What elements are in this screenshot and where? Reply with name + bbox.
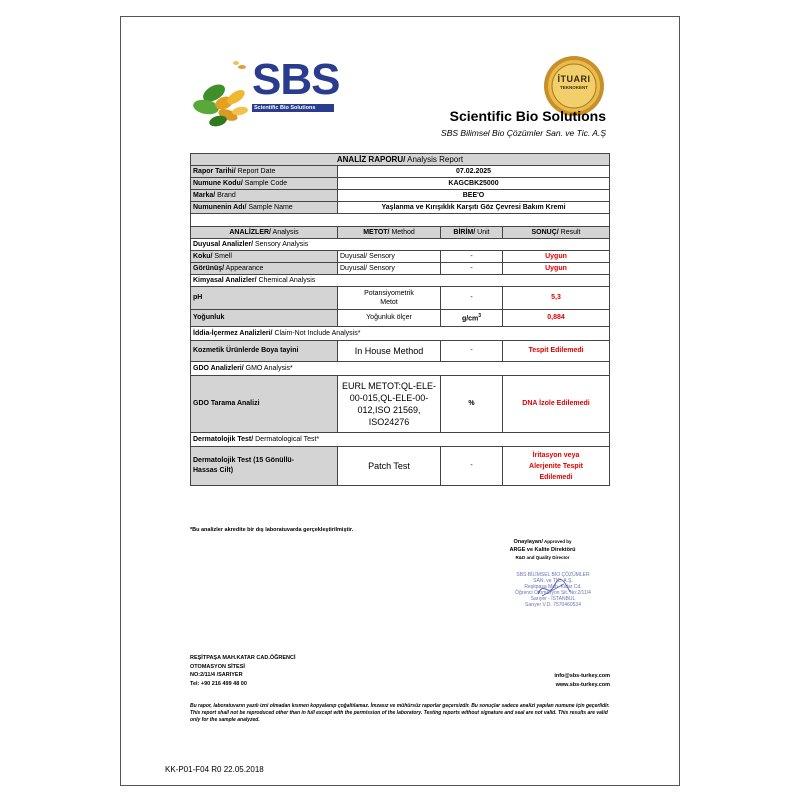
result-value: İritasyon veya Alerjenite Tespit Edilemedi	[503, 447, 610, 486]
company-logo	[192, 55, 342, 135]
col-method: METOT/ Method	[338, 227, 441, 239]
col-analysis: ANALİZLER/ Analysis	[191, 227, 338, 239]
table-row: Koku/ Smell Duyusal/ Sensory - Uygun	[191, 251, 610, 263]
signature-icon	[534, 578, 574, 600]
company-name: Scientific Bio Solutions	[449, 108, 606, 124]
sensory-heading: Duyusal Analizler/ Sensory Analysis	[191, 239, 610, 251]
disclaimer: Bu rapor, laboratuvarın yazılı izni olmadan kısmen kopyalanıp çoğaltılamaz. İmzasız ve mühürsüz raporlar geçersizdir. Bu sonuçlar sadece analizi yapılan numune için geçerlidir. This report shall not be reproduced other than in full except with the permission of the laboratory. Testing reports without signature and seal are not valid. This results are valid only for the sample analyzed.	[190, 703, 610, 723]
report-date-value: 07.02.2025	[338, 166, 610, 178]
approval-block: Onaylayan/ Approved by ARGE ve Kalite Direktörü R&D and Quality Director	[470, 538, 615, 562]
approver-title-tr: ARGE ve Kalite Direktörü	[509, 547, 576, 553]
column-header-row	[191, 227, 610, 239]
table-row: Dermatolojik Test (15 Gönüllü- Hassas Cilt) Patch Test - İritasyon veya Alerjenite Tespit Edilemedi	[191, 447, 610, 486]
company-stamp: SBS BİLİMSEL BİO ÇÖZÜMLER SAN. ve TİC. A.Ş. Reşitpaşa Mah. Katar Cd. Öğrenci Otomasyon Sit. No:2/11/4 Sarıyer - İSTANBUL Sarıyer V.D. 7570460534	[515, 572, 591, 608]
company-subtitle: SBS Bilimsel Bio Çözümler San. ve Tic. A.Ş	[441, 128, 606, 138]
brand-value: BEE'O	[338, 190, 610, 202]
result-value: Uygun	[503, 251, 610, 263]
website-link[interactable]: www.sbs-turkey.com	[555, 681, 610, 688]
table-row: Görünüş/ Appearance Duyusal/ Sensory - Uygun	[191, 263, 610, 275]
result-value: Tespit Edilemedi	[503, 341, 610, 362]
info-row: Numunenin Adı/ Sample Name Yaşlanma ve Kırışıklık Karşıtı Göz Çevresi Bakım Kremi	[191, 202, 610, 214]
info-row: Numune Kodu/ Sample Code KAGCBK25000	[191, 178, 610, 190]
chemical-heading: Kimyasal Analizler/ Chemical Analysis	[191, 275, 610, 287]
info-row: Marka/ Brand BEE'O	[191, 190, 610, 202]
section-heading-row	[191, 327, 610, 341]
result-value: Uygun	[503, 263, 610, 275]
spacer-row	[191, 214, 610, 227]
sample-name-value: Yaşlanma ve Kırışıklık Karşıtı Göz Çevresi Bakım Kremi	[338, 202, 610, 214]
section-heading-row	[191, 433, 610, 447]
col-result: SONUÇ/ Result	[503, 227, 610, 239]
col-unit: BİRİM/ Unit	[441, 227, 503, 239]
analysis-report-table	[190, 153, 610, 486]
gmo-heading: GDO Analizleri/ GMO Analysis*	[191, 362, 610, 376]
seal-title: İTUARI	[557, 74, 591, 84]
report-title-row	[191, 154, 610, 166]
email-link[interactable]: info@sbs-turkey.com	[554, 673, 610, 679]
claim-heading: İddia-İçermez Analizleri/ Claim-Not Include Analysis*	[191, 327, 610, 341]
section-heading-row	[191, 239, 610, 251]
contact-info	[500, 672, 610, 689]
table-row: pH Potansiyometrik Metot - 5,3	[191, 287, 610, 310]
seal-subtitle: TEKNOKENT	[560, 85, 588, 90]
result-value: 0,884	[503, 310, 610, 327]
company-address: REŞİTPAŞA MAH.KATAR CAD.ÖĞRENCİ OTOMASYON SİTESİ NO:2/11/4 /SARIYER Tel: +90 216 499 48 00	[190, 655, 296, 687]
derma-heading: Dermatolojik Test/ Dermatological Test*	[191, 433, 610, 447]
table-row: GDO Tarama Analizi EURL METOT:QL-ELE- 00-015,QL-ELE-00- 012,ISO 21569, ISO24276 % DNA İzole Edilemedi	[191, 376, 610, 433]
approver-title-en: R&D and Quality Director	[515, 555, 570, 560]
footnote: *Bu analizler akredite bir dış laboratuvarda gerçekleştirilmiştir.	[190, 527, 354, 533]
table-row: Kozmetik Ürünlerde Boya tayini In House Method - Tespit Edilemedi	[191, 341, 610, 362]
logo-wordmark: SBS	[252, 55, 340, 104]
sample-code-value: KAGCBK25000	[338, 178, 610, 190]
document-number: KK-P01-F04 R0 22.05.2018	[165, 765, 264, 774]
report-title: ANALİZ RAPORU/ Analysis Report	[191, 154, 610, 166]
result-value: DNA İzole Edilemedi	[503, 376, 610, 433]
result-value: 5,3	[503, 287, 610, 310]
table-row: Yoğunluk Yoğunluk ölçer $g/cm^3$ 0,884	[191, 310, 610, 327]
section-heading-row	[191, 362, 610, 376]
section-heading-row	[191, 275, 610, 287]
info-row: Rapor Tarihi/ Report Date 07.02.2025	[191, 166, 610, 178]
logo-tagline: Scientific Bio Solutions	[252, 104, 334, 112]
